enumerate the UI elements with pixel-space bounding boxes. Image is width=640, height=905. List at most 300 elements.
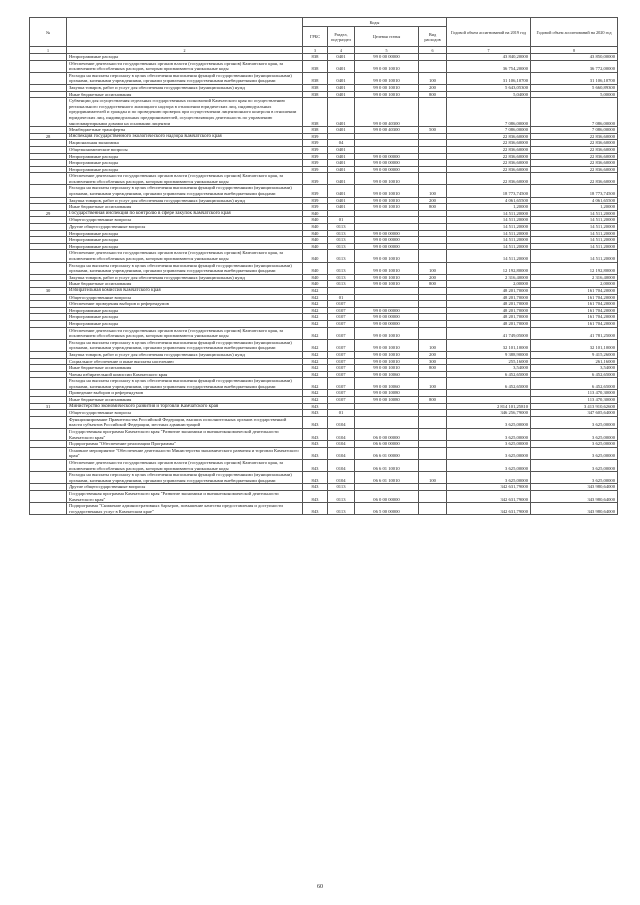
row-name: Обеспечение деятельности государственных органов власти (государственных органов) Камчатского края, за исключением обособленных расходов, которым присваиваются уникальные коды [67, 250, 303, 262]
row-expense-type [419, 371, 447, 378]
row-target-article [355, 301, 419, 308]
row-name: Избирательная комиссия Камчатского края [67, 287, 303, 294]
row-target-article [355, 224, 419, 231]
row-volume-2020: 343 980,64000 [531, 484, 618, 491]
row-section: 0104 [328, 416, 355, 428]
row-target-article: 99 0 00 10060 [355, 371, 419, 378]
row-kgrbs: 839 [303, 160, 328, 167]
table-row [30, 237, 618, 244]
row-target-article [355, 403, 419, 410]
row-volume-2020: 6 452,65000 [531, 378, 618, 390]
row-expense-type [419, 301, 447, 308]
row-name: Закупка товаров, работ и услуг для обеспечения государственных (муниципальных) нужд [67, 84, 303, 91]
row-kgrbs: 839 [303, 204, 328, 211]
row-volume-2020: 5,00000 [531, 91, 618, 98]
row-kgrbs: 840 [303, 274, 328, 281]
row-kgrbs: 842 [303, 365, 328, 372]
row-volume-2019: 3 625,00000 [447, 441, 531, 448]
row-name: Общегосударственные вопросы [67, 410, 303, 417]
row-target-article: 99 0 00 10010 [355, 185, 419, 197]
row-name: Непрограммные расходы [67, 314, 303, 321]
row-kgrbs: 842 [303, 287, 328, 294]
table-row [30, 390, 618, 397]
row-volume-2020: 3,54000 [531, 365, 618, 372]
row-volume-2020: 3 625,00000 [531, 429, 618, 441]
row-expense-type [419, 484, 447, 491]
column-number: 5 [355, 47, 419, 54]
table-row [30, 274, 618, 281]
row-section: 0107 [328, 358, 355, 365]
row-section: 0113 [328, 484, 355, 491]
row-name: Расходы на выплаты персоналу в целях обеспечения выполнения функций государственными (муниципальными) органами, казенными учреждениями, органами управления государственными внебюджетными фондами [67, 378, 303, 390]
row-volume-2020: 31 106,10700 [531, 72, 618, 84]
header-name-blank [67, 18, 303, 47]
row-name: Иные бюджетные ассигнования [67, 91, 303, 98]
table-row [30, 146, 618, 153]
row-section: 0113 [328, 237, 355, 244]
row-number [30, 250, 67, 262]
row-volume-2019: 48 201,70000 [447, 294, 531, 301]
row-target-article [355, 416, 419, 428]
row-section: 0113 [328, 230, 355, 237]
row-volume-2020: 2 316,40000 [531, 274, 618, 281]
row-volume-2019: 3,54000 [447, 365, 531, 372]
row-expense-type [419, 224, 447, 231]
row-volume-2019: 12 192,80000 [447, 262, 531, 274]
table-row [30, 60, 618, 72]
row-number [30, 84, 67, 91]
row-section: 0113 [328, 224, 355, 231]
row-number [30, 204, 67, 211]
row-volume-2019: 4 061,65500 [447, 197, 531, 204]
row-kgrbs: 839 [303, 140, 328, 147]
row-target-article [355, 217, 419, 224]
row-expense-type [419, 146, 447, 153]
row-volume-2019: 6 452,65000 [447, 371, 531, 378]
header-volume-2019: Годовой объем ассигнований на 2019 год [447, 18, 531, 47]
row-expense-type: 200 [419, 274, 447, 281]
row-volume-2020: 3 625,00000 [531, 416, 618, 428]
row-kgrbs: 840 [303, 281, 328, 288]
row-target-article [355, 146, 419, 153]
column-number: 4 [328, 47, 355, 54]
row-volume-2020: 161 704,20000 [531, 294, 618, 301]
row-kgrbs: 843 [303, 484, 328, 491]
row-target-article: 99 0 00 00000 [355, 243, 419, 250]
row-target-article: 06 6 00 00000 [355, 441, 419, 448]
row-section [328, 133, 355, 140]
column-number: 6 [419, 47, 447, 54]
row-volume-2020: 161 704,20000 [531, 287, 618, 294]
table-row [30, 403, 618, 410]
row-kgrbs: 843 [303, 460, 328, 472]
row-target-article: 99 0 00 00000 [355, 153, 419, 160]
row-name: Иные бюджетные ассигнования [67, 204, 303, 211]
header-expense-type: Вид расходов [419, 27, 447, 47]
row-number [30, 54, 67, 61]
row-target-article: 99 0 00 40300 [355, 127, 419, 134]
row-kgrbs: 838 [303, 91, 328, 98]
row-target-article: 06 0 00 00000 [355, 429, 419, 441]
row-name: Непрограммные расходы [67, 230, 303, 237]
table-row [30, 72, 618, 84]
row-volume-2020: 22 836,60000 [531, 140, 618, 147]
row-kgrbs: 838 [303, 54, 328, 61]
row-expense-type [419, 429, 447, 441]
row-target-article: 99 0 00 00000 [355, 314, 419, 321]
row-volume-2019: 32 101,10000 [447, 339, 531, 351]
row-target-article [355, 287, 419, 294]
row-expense-type [419, 140, 447, 147]
row-name: Расходы на выплаты персоналу в целях обеспечения выполнения функций государственными (муниципальными) органами, казенными учреждениями, органами управления государственными внебюджетными фондами [67, 339, 303, 351]
row-name: Обеспечение деятельности государственных органов власти (государственных органов) Камчатского края, за исключением обособленных расходов, которым присваиваются уникальные коды [67, 173, 303, 185]
row-volume-2019: 9 388,90000 [447, 351, 531, 358]
row-kgrbs: 839 [303, 197, 328, 204]
row-target-article: 99 0 00 00000 [355, 54, 419, 61]
row-volume-2019: 3 625,00000 [447, 460, 531, 472]
row-expense-type [419, 460, 447, 472]
row-kgrbs: 839 [303, 146, 328, 153]
row-expense-type: 100 [419, 378, 447, 390]
row-section: 01 [328, 410, 355, 417]
row-section: 0401 [328, 204, 355, 211]
row-volume-2020: 7 086,00000 [531, 127, 618, 134]
row-number: 29 [30, 210, 67, 217]
table-row [30, 262, 618, 274]
header-section: Раздел, под-раздел [328, 27, 355, 47]
row-number [30, 217, 67, 224]
row-name: Проведение выборов и референдумов [67, 390, 303, 397]
table-row [30, 397, 618, 404]
row-target-article: 99 0 00 00000 [355, 320, 419, 327]
row-number [30, 390, 67, 397]
row-section: 0113 [328, 250, 355, 262]
row-expense-type: 200 [419, 84, 447, 91]
row-name: Иные бюджетные ассигнования [67, 397, 303, 404]
row-name: Функционирование Правительства Российской Федерации, высших исполнительных органов государственной власти субъектов Российской Федерации, местных администраций [67, 416, 303, 428]
row-volume-2019 [447, 390, 531, 397]
row-number [30, 429, 67, 441]
row-section: 01 [328, 217, 355, 224]
table-row [30, 378, 618, 390]
row-expense-type [419, 230, 447, 237]
row-section: 0107 [328, 327, 355, 339]
row-volume-2019: 342 631,79000 [447, 490, 531, 502]
row-number [30, 490, 67, 502]
row-kgrbs: 842 [303, 320, 328, 327]
row-name: Подпрограмма "Снижение административных барьеров, повышение качества предоставления и доступности государственных услуг в Камчатском крае" [67, 503, 303, 515]
table-body [30, 54, 618, 515]
row-expense-type [419, 54, 447, 61]
row-volume-2019: 2 814 101,25810 [447, 403, 531, 410]
row-volume-2019: 22 836,60000 [447, 140, 531, 147]
row-expense-type: 100 [419, 72, 447, 84]
row-section: 0107 [328, 307, 355, 314]
row-expense-type: 500 [419, 127, 447, 134]
row-number [30, 307, 67, 314]
row-section: 0104 [328, 447, 355, 459]
row-target-article: 99 0 00 00000 [355, 307, 419, 314]
row-target-article: 99 0 00 10060 [355, 378, 419, 390]
row-expense-type: 800 [419, 91, 447, 98]
row-expense-type [419, 294, 447, 301]
row-volume-2019: 5,04000 [447, 91, 531, 98]
row-section: 0113 [328, 262, 355, 274]
row-volume-2019: 22 836,60000 [447, 146, 531, 153]
row-target-article [355, 140, 419, 147]
row-volume-2020: 12 192,80000 [531, 262, 618, 274]
row-expense-type [419, 314, 447, 321]
row-expense-type: 100 [419, 472, 447, 484]
row-section: 0107 [328, 378, 355, 390]
row-volume-2020: 22 836,60000 [531, 166, 618, 173]
row-section: 0104 [328, 460, 355, 472]
table-row [30, 307, 618, 314]
row-number [30, 72, 67, 84]
row-kgrbs: 838 [303, 60, 328, 72]
row-expense-type: 200 [419, 351, 447, 358]
row-kgrbs: 838 [303, 127, 328, 134]
row-section: 04 [328, 140, 355, 147]
table-row [30, 217, 618, 224]
row-name: Непрограммные расходы [67, 153, 303, 160]
row-kgrbs: 842 [303, 390, 328, 397]
row-number [30, 447, 67, 459]
row-expense-type [419, 490, 447, 502]
row-number [30, 224, 67, 231]
row-target-article: 99 0 00 00000 [355, 237, 419, 244]
row-kgrbs: 840 [303, 210, 328, 217]
row-volume-2019: 48 201,70000 [447, 320, 531, 327]
budget-sheet [29, 17, 617, 515]
row-number [30, 91, 67, 98]
row-number [30, 274, 67, 281]
row-section: 0401 [328, 146, 355, 153]
table-row [30, 287, 618, 294]
row-target-article: 99 0 00 10010 [355, 250, 419, 262]
row-name: Расходы на выплаты персоналу в целях обеспечения выполнения функций государственными (муниципальными) органами, казенными учреждениями, органами управления государственными внебюджетными фондами [67, 472, 303, 484]
row-name: Расходы на выплаты персоналу в целях обеспечения выполнения функций государственными (муниципальными) органами, казенными учреждениями, органами управления государственными внебюджетными фондами [67, 72, 303, 84]
table-row [30, 314, 618, 321]
row-volume-2020: 113 470,30000 [531, 390, 618, 397]
row-volume-2019: 14 511,20000 [447, 237, 531, 244]
row-number [30, 320, 67, 327]
table-row [30, 429, 618, 441]
row-expense-type: 800 [419, 204, 447, 211]
row-number [30, 472, 67, 484]
table-row [30, 197, 618, 204]
row-name: Другие общегосударственные вопросы [67, 484, 303, 491]
row-volume-2020: 343 980,64000 [531, 490, 618, 502]
row-name: Общегосударственные вопросы [67, 294, 303, 301]
table-row [30, 160, 618, 167]
header-target-article: Целевая статья [355, 27, 419, 47]
page-number: 60 [317, 884, 323, 890]
row-name: Инспекция государственного экологического надзора Камчатского края [67, 133, 303, 140]
row-section: 0401 [328, 185, 355, 197]
table-row [30, 54, 618, 61]
row-number [30, 351, 67, 358]
row-section: 0113 [328, 243, 355, 250]
row-target-article: 99 0 00 10010 [355, 60, 419, 72]
row-section: 0113 [328, 281, 355, 288]
row-section [328, 403, 355, 410]
row-section: 0401 [328, 160, 355, 167]
table-row [30, 140, 618, 147]
row-expense-type: 800 [419, 397, 447, 404]
row-name: Непрограммные расходы [67, 160, 303, 167]
row-kgrbs: 840 [303, 224, 328, 231]
row-section [328, 287, 355, 294]
row-volume-2020: 22 836,60000 [531, 153, 618, 160]
row-section: 0107 [328, 390, 355, 397]
row-volume-2020: 14 511,20000 [531, 230, 618, 237]
row-volume-2020: 161 704,20000 [531, 314, 618, 321]
row-section: 0401 [328, 173, 355, 185]
row-volume-2020: 261,16000 [531, 358, 618, 365]
row-section: 0104 [328, 441, 355, 448]
row-kgrbs: 839 [303, 185, 328, 197]
column-number: 2 [67, 47, 303, 54]
row-volume-2020: 2,00000 [531, 281, 618, 288]
table-row [30, 230, 618, 237]
row-name: Основное мероприятие "Обеспечение деятельности Министерства экономического развития и торговли Камчатского края" [67, 447, 303, 459]
row-name: Закупка товаров, работ и услуг для обеспечения государственных (муниципальных) нужд [67, 197, 303, 204]
row-number [30, 358, 67, 365]
row-kgrbs: 842 [303, 294, 328, 301]
table-row [30, 472, 618, 484]
table-row [30, 133, 618, 140]
column-number: 1 [30, 47, 67, 54]
row-target-article: 06 0 00 00000 [355, 490, 419, 502]
row-section: 0107 [328, 339, 355, 351]
row-volume-2019: 255,16000 [447, 358, 531, 365]
row-volume-2020: 161 704,20000 [531, 307, 618, 314]
row-kgrbs: 838 [303, 84, 328, 91]
row-expense-type: 100 [419, 185, 447, 197]
table-row [30, 224, 618, 231]
row-target-article: 99 0 00 10010 [355, 84, 419, 91]
table-row [30, 185, 618, 197]
row-volume-2020: 43 850,00000 [531, 54, 618, 61]
row-volume-2020: 22 836,60000 [531, 160, 618, 167]
row-section: 0401 [328, 127, 355, 134]
row-number: 28 [30, 133, 67, 140]
table-row [30, 281, 618, 288]
row-expense-type [419, 210, 447, 217]
column-number-row [30, 47, 618, 54]
row-volume-2019: 48 201,70000 [447, 301, 531, 308]
row-name: Государственная программа Камчатского края "Развитие экономики и внешнеэкономической деятельности Камчатского края" [67, 490, 303, 502]
row-kgrbs: 840 [303, 262, 328, 274]
row-kgrbs: 842 [303, 314, 328, 321]
row-target-article [355, 210, 419, 217]
table-row [30, 339, 618, 351]
row-target-article: 99 0 00 10080 [355, 397, 419, 404]
row-name: Расходы на выплаты персоналу в целях обеспечения выполнения функций государственными (муниципальными) органами, казенными учреждениями, органами управления государственными внебюджетными фондами [67, 185, 303, 197]
row-expense-type: 200 [419, 197, 447, 204]
row-volume-2020: 7 086,00000 [531, 98, 618, 127]
row-section: 0401 [328, 60, 355, 72]
row-number [30, 237, 67, 244]
row-volume-2019: 48 201,70000 [447, 307, 531, 314]
row-section: 0401 [328, 98, 355, 127]
row-kgrbs: 840 [303, 237, 328, 244]
row-volume-2019: 36 754,20000 [447, 60, 531, 72]
header-codes-group: Коды [303, 18, 447, 27]
row-volume-2020: 14 511,20000 [531, 224, 618, 231]
row-name: Обеспечение деятельности государственных органов власти (государственных органов) Камчатского края, за исключением обособленных расходов, которым присваиваются уникальные коды [67, 460, 303, 472]
row-volume-2020: 14 511,20000 [531, 237, 618, 244]
row-target-article [355, 484, 419, 491]
row-volume-2020: 18 773,74500 [531, 185, 618, 197]
row-expense-type [419, 287, 447, 294]
row-kgrbs: 840 [303, 217, 328, 224]
row-volume-2020: 3 413 910,62600 [531, 403, 618, 410]
row-volume-2019: 14 511,20000 [447, 217, 531, 224]
row-section: 0401 [328, 54, 355, 61]
row-volume-2019: 6 452,65000 [447, 378, 531, 390]
row-target-article: 99 0 00 10010 [355, 327, 419, 339]
row-name: Непрограммные расходы [67, 243, 303, 250]
row-expense-type [419, 327, 447, 339]
row-volume-2020: 14 511,20000 [531, 243, 618, 250]
row-name: Расходы на выплаты персоналу в целях обеспечения выполнения функций государственными (муниципальными) органами, казенными учреждениями, органами управления государственными внебюджетными фондами [67, 262, 303, 274]
row-name: Субвенции для осуществления отдельных государственных полномочий Камчатского края по осуществлению регионального государственного жилищного надзора в отношении юридических лиц, индивидуальных предпринимателей и граждан и по проведению проверок при осуществлении лицензионного контроля в отношении юридических лиц, индивидуальных предпринимателей, осуществляющих деятельность по управлению многоквартирными домами на основании лицензии [67, 98, 303, 127]
row-volume-2020: 3 625,00000 [531, 441, 618, 448]
row-kgrbs: 839 [303, 166, 328, 173]
row-volume-2019: 41 749,05000 [447, 327, 531, 339]
header-number: № [30, 18, 67, 47]
row-expense-type [419, 416, 447, 428]
row-target-article [355, 294, 419, 301]
row-volume-2019: 22 836,60000 [447, 173, 531, 185]
row-kgrbs: 843 [303, 410, 328, 417]
row-section: 0107 [328, 320, 355, 327]
row-number [30, 197, 67, 204]
row-volume-2019: 3 625,00000 [447, 429, 531, 441]
row-target-article: 06 6 01 10010 [355, 460, 419, 472]
row-number [30, 339, 67, 351]
row-section: 0107 [328, 301, 355, 308]
row-volume-2019: 48 201,70000 [447, 314, 531, 321]
row-name: Обеспечение деятельности государственных органов власти (государственных органов) Камчатского края, за исключением обособленных расходов, которым присваиваются уникальные коды [67, 60, 303, 72]
row-volume-2019: 14 511,20000 [447, 243, 531, 250]
row-kgrbs: 838 [303, 72, 328, 84]
row-expense-type [419, 133, 447, 140]
row-target-article: 99 0 00 10010 [355, 173, 419, 185]
row-volume-2020: 14 511,20000 [531, 210, 618, 217]
row-expense-type [419, 390, 447, 397]
table-row [30, 460, 618, 472]
row-target-article: 99 0 00 40300 [355, 98, 419, 127]
row-number [30, 314, 67, 321]
table-row [30, 490, 618, 502]
row-section: 01 [328, 294, 355, 301]
row-number [30, 127, 67, 134]
row-name: Закупка товаров, работ и услуг для обеспечения государственных (муниципальных) нужд [67, 351, 303, 358]
row-name: Иные бюджетные ассигнования [67, 281, 303, 288]
row-target-article [355, 410, 419, 417]
row-target-article: 99 0 00 10010 [355, 274, 419, 281]
table-row [30, 327, 618, 339]
row-volume-2019: 346 256,79000 [447, 410, 531, 417]
row-section [328, 210, 355, 217]
row-kgrbs: 843 [303, 429, 328, 441]
row-expense-type [419, 307, 447, 314]
row-name: Иные бюджетные ассигнования [67, 365, 303, 372]
row-kgrbs: 843 [303, 441, 328, 448]
